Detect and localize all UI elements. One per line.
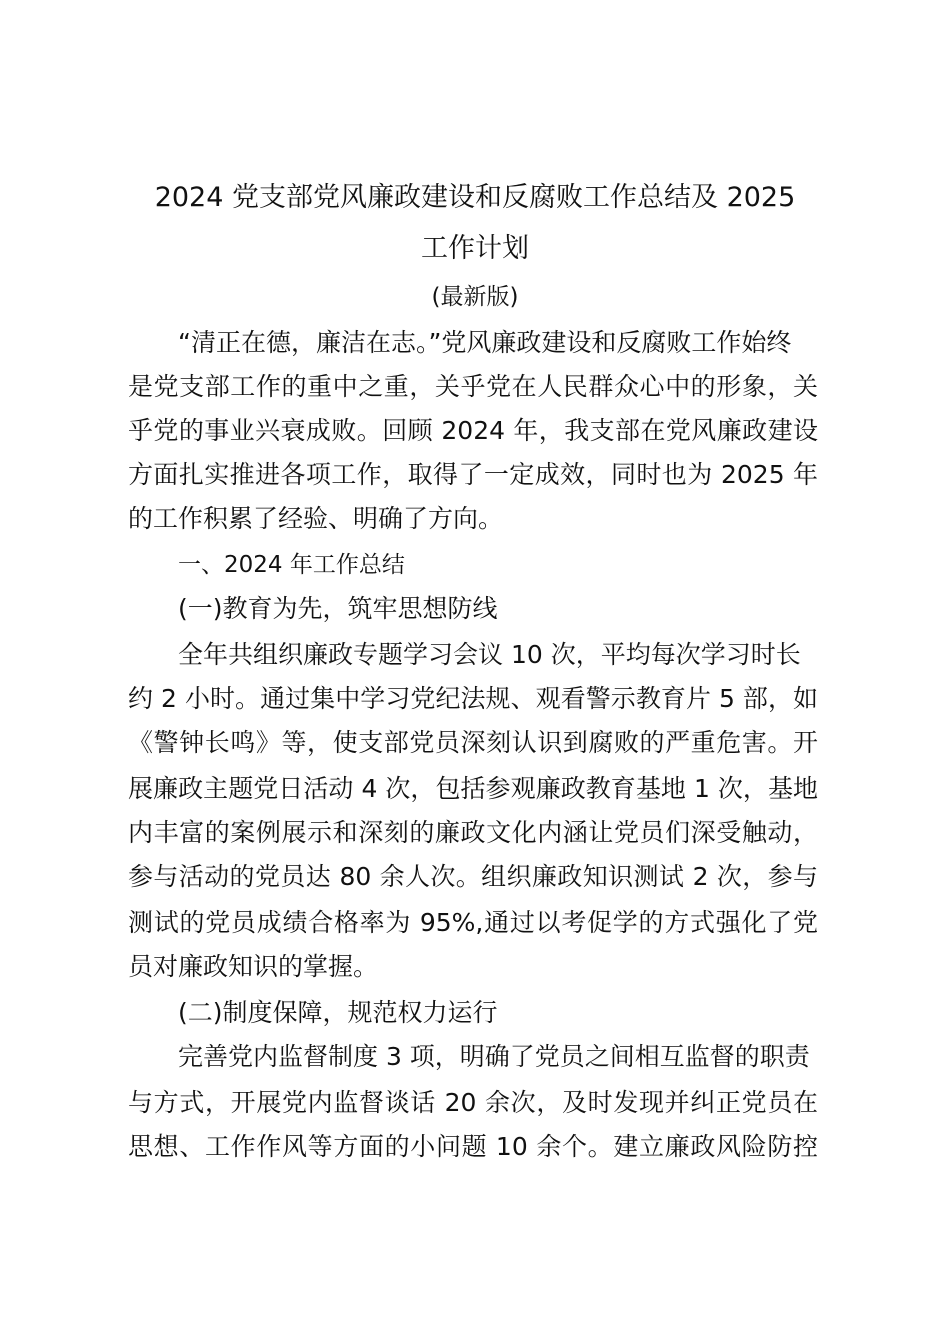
intro-line-4: 方面扎实推进各项工作，取得了一定成效，同时也为 2025 年 [128,460,818,489]
system-line-2: 与方式，开展党内监督谈话 20 余次，及时发现并纠正党员在 [128,1088,818,1117]
education-line-7: 测试的党员成绩合格率为 95%,通过以考促学的方式强化了党 [128,908,818,937]
subsection-heading-system: (二)制度保障，规范权力运行 [178,998,498,1027]
education-line-1: 全年共组织廉政专题学习会议 10 次，平均每次学习时长 [178,640,801,669]
system-line-1: 完善党内监督制度 3 项，明确了党员之间相互监督的职责 [178,1042,810,1071]
section-heading-work-summary: 一、2024 年工作总结 [178,552,405,578]
document-title-line-2: 工作计划 [421,233,529,264]
intro-line-2: 是党支部工作的重中之重，关乎党在人民群众心中的形象，关 [128,372,818,401]
document-subtitle: (最新版) [431,284,519,310]
education-line-8: 员对廉政知识的掌握。 [128,952,379,981]
subsection-heading-education: (一)教育为先，筑牢思想防线 [178,594,498,623]
education-line-4: 展廉政主题党日活动 4 次，包括参观廉政教育基地 1 次，基地 [128,774,818,803]
system-line-3: 思想、工作作风等方面的小问题 10 余个。建立廉政风险防控 [128,1132,818,1161]
intro-line-5: 的工作积累了经验、明确了方向。 [128,504,504,533]
education-line-3: 《警钟长鸣》等，使支部党员深刻认识到腐败的严重危害。开 [128,728,818,757]
education-line-5: 内丰富的案例展示和深刻的廉政文化内涵让党员们深受触动， [128,818,818,847]
document-title-line-1: 2024 党支部党风廉政建设和反腐败工作总结及 2025 [154,182,796,213]
education-line-2: 约 2 小时。通过集中学习党纪法规、观看警示教育片 5 部，如 [128,684,818,713]
intro-line-1: “清正在德，廉洁在志。”党风廉政建设和反腐败工作始终 [178,328,792,357]
education-line-6: 参与活动的党员达 80 余人次。组织廉政知识测试 2 次，参与 [128,862,818,891]
intro-line-3: 乎党的事业兴衰成败。回顾 2024 年，我支部在党风廉政建设 [128,416,818,445]
